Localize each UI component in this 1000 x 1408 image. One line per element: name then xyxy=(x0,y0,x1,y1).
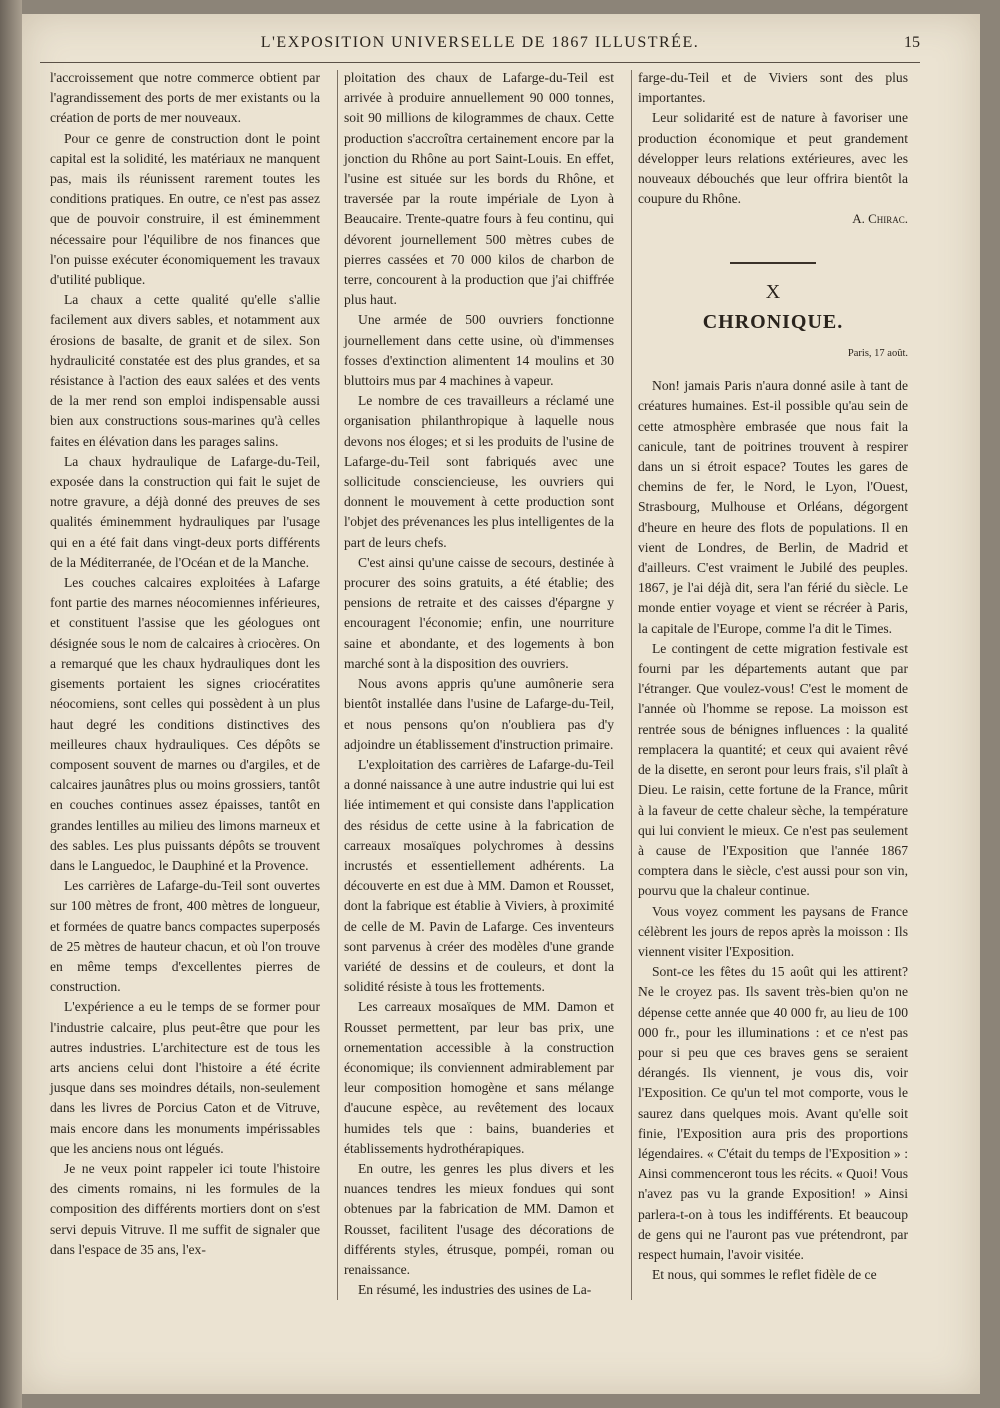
column-3-intro xyxy=(638,68,908,209)
paragraph: En résumé, les industries des usines de La- xyxy=(358,1282,592,1298)
paragraph: Les carrières de Lafarge-du-Teil sont ouvertes sur 100 mètres de front, 400 mètres de longueur, et formées de quatre bancs compactes superposés de 25 mètres de hauteur chacun, et où l'on trouve en même temps d'excellentes pierres de construction. xyxy=(50,878,320,995)
paragraph: Pour ce genre de construction dont le point capital est la solidité, les matériaux ne manquent pas, mais ils réunissent rarement toutes les conditions pratiques. En outre, ce n'est pas assez que de pouvoir construire, il est éminemment nécessaire pour l'équilibre de nos finances que l'on puisse exécuter économiquement les travaux d'utilité publique. xyxy=(50,130,320,288)
paragraph: Non! jamais Paris n'aura donné asile à tant de créatures humaines. Est-il possible qu'au sein de cette atmosphère embrasée que nous fait la canicule, tant de poitrines trouvent à respirer dans un si étroit espace? Toutes les gares de chemins de fer, le Nord, le Lyon, l'Ouest, Strasbourg, Mulhouse et Orléans, dégorgent d'heure en heure des flots de populations. Il en vient de Londres, de Berlin, de Madrid et d'ailleurs. C'est vraiment le Jubilé des peuples. 1867, je l'ai déjà dit, sera l'an férié du siècle. Le monde entier voyage et vient se récréer à Paris, la capitale de l'Europe, comme l'a dit le Times. xyxy=(638,378,908,636)
paragraph: l'accroissement que notre commerce obtient par l'agrandissement des ports de mer existants ou la création de ports de mer nouveaux. xyxy=(50,70,320,126)
paragraph: Les carreaux mosaïques de MM. Damon et Rousset permettent, par leur bas prix, une ornementation accessible à la construction économique; ils conviennent admirablement par leur composition homogène et sans mélange d'aucune espèce, au revêtement des locaux humides tels que : bains, buanderies et établissements hydrothérapiques. xyxy=(344,999,614,1156)
paragraph: C'est ainsi qu'une caisse de secours, destinée à procurer des soins gratuits, a été établie; des pensions de retraite et des caisses d'épargne y encouragent l'économie; enfin, une nourriture saine et abondante, et des logements à bon marché sont à la disposition des ouvriers. xyxy=(344,554,614,671)
paragraph: Leur solidarité est de nature à favoriser une production économique et peut grandement développer leurs relations extérieures, avec les nouveaux débouchés que leur offrira bientôt la coupure du Rhône. xyxy=(638,110,908,207)
paragraph: Et nous, qui sommes le reflet fidèle de ce xyxy=(652,1267,877,1283)
column-1 xyxy=(50,68,320,1260)
paragraph: Le nombre de ces travailleurs a réclamé une organisation philanthropique à laquelle nous devons nos éloges; et si les produits de l'usine de Lafarge-du-Teil sont fabriqués avec une sollicitude consciencieuse, les ouvriers qui donnent le mouvement à cette production sont l'objet des prévenances les plus intelligentes de la part de leurs chefs. xyxy=(344,393,614,550)
column-3-body xyxy=(638,376,908,1285)
paragraph: La chaux a cette qualité qu'elle s'allie facilement aux divers sables, et notamment aux érosions de basalte, de granit et de silex. Son hydraulicité constatée est des plus grandes, et sa résistance à l'action des eaux salées et des vents de la mer rend son emploi indispensable aussi bien aux constructions sous-marines qu'à celles faites en élévation dans les parages salins. xyxy=(50,292,320,449)
paragraph: L'exploitation des carrières de Lafarge-du-Teil a donné naissance à une autre industrie qui lui est liée intimement et qui consiste dans l'application des résidus de cette usine à la fabrication de carreaux mosaïques polychromes à dessins incrustés et essentiellement adhérents. La découverte en est due à MM. Damon et Rousset, dont la fabrique est établie à Viviers, à proximité de celle de M. Pavin de Lafarge. Ces inventeurs sont parvenus à créer des modèles d'une grande variété de dessins et de couleurs, et dont la solidité résiste à tous les frottements. xyxy=(344,756,614,995)
section-number: X xyxy=(765,280,781,303)
column-2 xyxy=(344,68,614,1300)
column-3 xyxy=(638,68,908,1285)
paragraph: ploitation des chaux de Lafarge-du-Teil est arrivée à produire annuellement 90 000 tonnes, soit 90 millions de kilogrammes de chaux. Cette production s'accroîtra certainement encore par la jonction du Rhône au port Saint-Louis. En effet, l'usine est située sur les bords du Rhône, et traversée par la route impériale de Lyon à Beaucaire. Trente-quatre fours à feu continu, qui dévorent journellement 500 mètres cubes de pierres cassées et 70 000 kilos de charbon de terre, concourent à la production que j'ai chiffrée plus haut. xyxy=(344,70,614,308)
adjacent-page-edge xyxy=(0,0,22,1408)
author-signature: A. Chirac. xyxy=(852,211,908,227)
paragraph: L'expérience a eu le temps de se former pour l'industrie calcaire, plus peut-être que pour les autres industries. L'architecture est de tous les arts anciens celui dont l'histoire a été écrite jusque dans ses moindres détails, non-seulement dans les livres de Porcius Caton et de Vitruve, mais encore dans les monuments impérissables que les anciens nous ont légués. xyxy=(50,999,320,1156)
paragraph: Vous voyez comment les paysans de France célèbrent les jours de repos après la moisson : Ils viennent visiter l'Exposition. xyxy=(638,903,908,959)
column-rule-2 xyxy=(631,70,632,1300)
paragraph: Une armée de 500 ouvriers fonctionne journellement dans cette usine, où d'immenses fosses d'extinction alimentent 14 moulins et 30 bluttoirs mus par 4 machines à vapeur. xyxy=(344,312,614,389)
paragraph: Les couches calcaires exploitées à Lafarge font partie des marnes néocomiennes inférieures, et constituent l'assise que les géologues ont désignée sous le nom de calcaires à criocères. On a remarqué que les chaux hydrauliques dont les gisements portaient les signes criocératites néocomiens, sont celles qui possèdent à un plus haut degré les conditions distinctives des meilleures chaux hydrauliques. Ces dépôts se composent souvent de marnes ou d'argiles, et de calcaires jaunâtres plus ou moins grossiers, tantôt en couches continues assez épaisses, tantôt en grandes lentilles au milieu des limons marneux et des sables. Les plus puissants dépôts se trouvent dans le Languedoc, le Dauphiné et la Provence. xyxy=(50,575,320,873)
paragraph: Je ne veux point rappeler ici toute l'histoire des ciments romains, ni les formules de la composition des différents mortiers dont on s'est servi depuis Vitruve. Il me suffit de signaler que dans l'espace de 35 ans, l'ex- xyxy=(50,1160,320,1257)
section-title: CHRONIQUE. xyxy=(702,310,844,333)
column-rule-1 xyxy=(337,70,338,1300)
paragraph: La chaux hydraulique de Lafarge-du-Teil, exposée dans la construction qui fait le sujet de notre gravure, a déjà donné des preuves de ses qualités éminemment hydrauliques par l'usage qui en a été fait dans vingt-deux ports différents de la Méditerranée, de l'Océan et de la Manche. xyxy=(50,453,320,570)
page-header xyxy=(40,34,920,60)
paragraph: farge-du-Teil et de Viviers sont des plus importantes. xyxy=(638,70,908,106)
header-rule xyxy=(40,62,920,63)
paragraph: Sont-ce les fêtes du 15 août qui les attirent? Ne le croyez pas. Ils savent très-bien qu'on ne dépense cette année que 40 000 fr, au lieu de 100 000 fr., pour les illuminations : et ce n'est pas pour si peu que ces braves gens se seraient dérangés. Ils viennent, je vous dis, voir l'Exposition. Ce qu'un tel mot comporte, vous le saurez dans quelques mois. Avant qu'elle soit finie, l'Exposition aura pris des proportions légendaires. « C'était du temps de l'Exposition » : Ainsi commenceront tous les récits. « Quoi! Vous n'avez pas vu la grande Exposition! » Ainsi parlera-t-on à tous les indifférents. Et beaucoup de gens qui ne l'auront pas vue prétendront, par respect humain, l'avoir visitée. xyxy=(638,964,908,1262)
section-separator xyxy=(730,262,816,264)
running-title: L'EXPOSITION UNIVERSELLE DE 1867 ILLUSTRÉE. xyxy=(260,34,700,51)
paragraph: En outre, les genres les plus divers et les nuances tendres les mieux fondues qui sont obtenues par la fabrication de MM. Damon et Rousset, facilitent l'usage des décorations de différents styles, étrusque, pompéi, roman ou renaissance. xyxy=(344,1160,614,1277)
dateline: Paris, 17 août. xyxy=(847,348,908,360)
paragraph: Le contingent de cette migration festivale est fourni par les départements autant que par l'étranger. Que voulez-vous! C'est le moment de l'année où l'homme se repose. La moisson est rentrée sous de bénignes influences : la qualité remplacera la quantité; et ceux qui avaient rêvé de la disette, en seront pour leurs frais, s'il plaît à Dieu. Le raisin, cette fortune de la France, mûrit à la faveur de cette chaleur sèche, la température qui lui convient le mieux. Ce n'est pas seulement à cause de l'Exposition que l'année 1867 comptera dans le siècle, c'est aussi pour son vin, pourvu que la chaleur continue. xyxy=(638,640,908,899)
page-number: 15 xyxy=(904,34,920,51)
paragraph: Nous avons appris qu'une aumônerie sera bientôt installée dans l'usine de Lafarge-du-Teil, et nous pensons qu'on n'oubliera pas d'y adjoindre un établissement d'instruction primaire. xyxy=(344,676,614,752)
